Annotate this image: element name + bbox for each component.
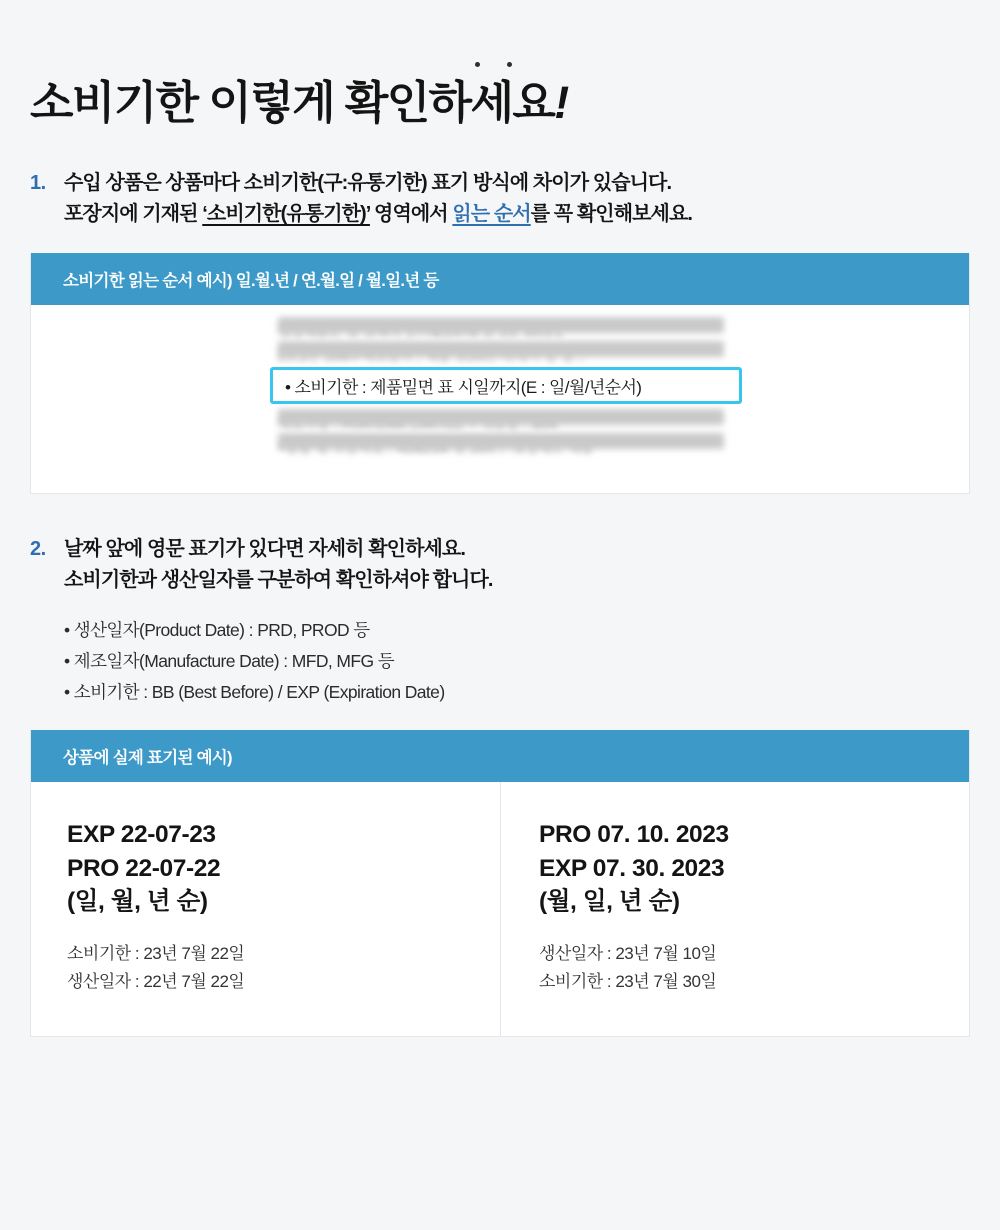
step-1-emphasis-term: ‘소비기한(유통기한)’ [202,203,370,226]
step-1-line2-part-e: 를 꼭 확인해보세요. [530,203,693,226]
highlighted-expiry-line [270,367,742,404]
example-column-left [31,782,500,1036]
panel-2-body [31,782,969,1036]
example-right-explanation-line-2: 소비기한 : 23년 7월 30일 [539,972,717,992]
example-right-code-line-3: (월, 일, 년 순) [539,887,680,915]
step-1-line1: 수입 상품은 상품마다 소비기한(구:유통기한) 표기 방식에 차이가 있습니다. [64,171,672,194]
example-right-code-line-2: EXP 07. 30. 2023 [539,854,725,882]
product-label-image [31,305,969,493]
step-2 [30,534,970,597]
highlighted-expiry-text: • 소비기한 : 제품밑면 표 시일까지(E : 일/월/년순서) [285,377,642,397]
example-right-code [539,818,969,918]
title-section [30,0,970,128]
example-right-explanation-line-1: 생산일자 : 23년 7월 10일 [539,944,717,964]
abbreviation-list [64,615,970,708]
example-left-explanation-line-1: 소비기한 : 23년 7월 22일 [67,944,245,964]
page-title [30,78,970,128]
step-1-line2-part-a: 포장지에 기재된 [64,203,203,226]
step-2-line2: 소비기한과 생산일자를 구분하여 확인하셔야 합니다. [64,569,493,592]
example-left-explanation [67,940,500,996]
example-left-code-line-2: PRO 22-07-22 [67,854,221,882]
page-title-exclamation: ! [554,77,568,128]
step-2-number: 2. [30,537,46,560]
example-panel-reading-order [30,253,970,494]
example-left-code-line-3: (일, 월, 년 순) [67,887,208,915]
list-item: • 제조일자(Manufacture Date) : MFD, MFG 등 [64,651,395,672]
example-left-explanation-line-2: 생산일자 : 22년 7월 22일 [67,972,245,992]
page-title-text: 소비기한 이렇게 확인하세요 [30,77,555,128]
step-1-line2 [64,199,970,231]
step-2-line1: 날짜 앞에 영문 표기가 있다면 자세히 확인하세요. [64,537,465,560]
example-left-code [67,818,500,918]
panel-1-body [31,305,969,493]
example-left-code-line-1: EXP 22-07-23 [67,821,216,849]
list-item: • 소비기한 : BB (Best Before) / EXP (Expiration Date) [64,682,445,703]
step-1-body [64,168,970,231]
example-column-right [500,782,969,1036]
step-1-emphasis-order: 읽는 순서 [452,203,531,226]
step-1 [30,168,970,231]
step-1-line2-part-c: 영역에서 [369,203,453,226]
example-right-explanation [539,940,969,996]
example-right-code-line-1: PRO 07. 10. 2023 [539,821,729,849]
example-panel-actual-labels [30,730,970,1037]
list-item: • 생산일자(Product Date) : PRD, PROD 등 [64,619,370,640]
panel-2-header: 상품에 실제 표기된 예시) [31,730,969,782]
panel-1-header: 소비기한 읽는 순서 예시) 일.월.년 / 연.월.일 / 월.일.년 등 [31,253,969,305]
step-1-number: 1. [30,171,46,194]
title-decoration-dots [445,56,515,72]
step-2-body [64,534,970,597]
